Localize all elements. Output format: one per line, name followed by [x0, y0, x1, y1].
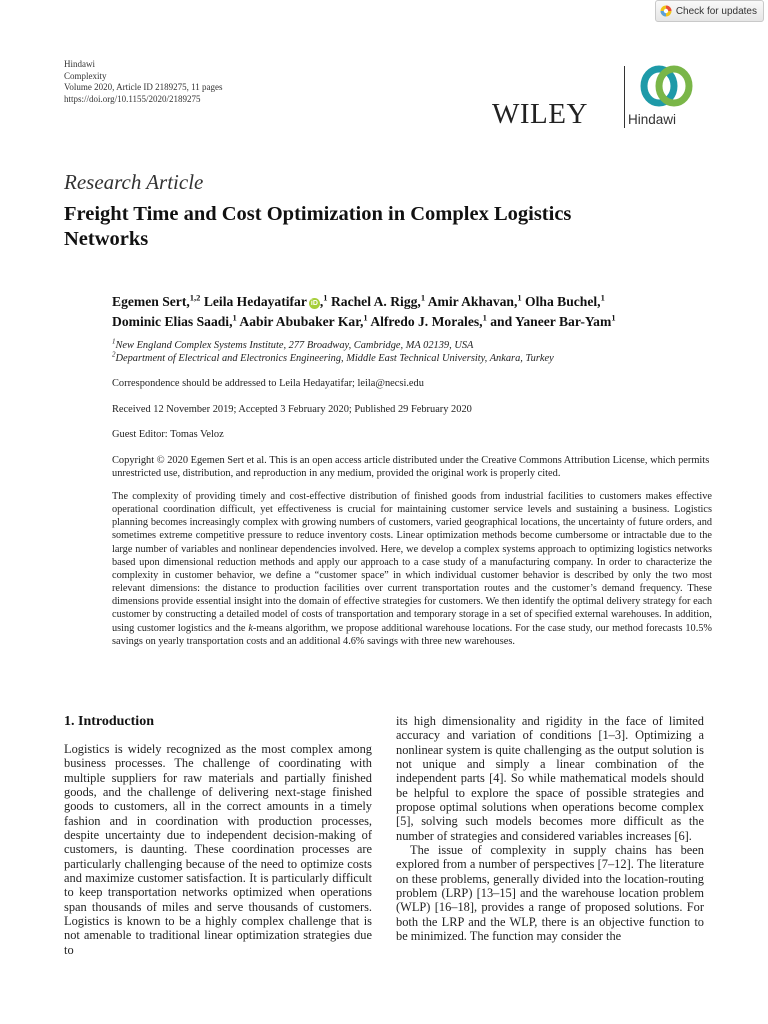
journal-publisher: Hindawi: [64, 59, 95, 69]
check-for-updates-button[interactable]: [655, 0, 764, 22]
wiley-logo: WILEY: [492, 98, 588, 130]
author-name: Dominic Elias Saadi,: [112, 314, 233, 329]
author-list: Egemen Sert,$^{1,2}$ Leila Hedayatifar iD ,$^1$ Rachel A. Rigg,$^1$ Amir Akhavan,$^1$ Olha Buchel,$^1$ Dominic Elias Saadi,$^1$ Aabir Abubaker Kar,$^1$ Alfredo J. Morales,$^1$ and Yaneer Bar-Yam$^1$: [112, 292, 616, 329]
intro-paragraph-1: Logistics is widely recognized as the most complex among business processes. The challenge of coordinating with multiple suppliers for raw materials and partially finished goods, and the challenge of delivering next-stage finished goods to customers, all in the correct amounts in a timely fashion and in coordination with production processes, despite uncertainty due to independent decision-making of customers, is daunting. These coordination processes are particularly challenging because of the need to optimize costs and maximize customer satisfaction. It is particularly difficult to keep transportation networks optimized when operations span thousands of miles and serve thousands of customers. Logistics is known to be a highly complex challenge that is not amenable to traditional linear optimization strategies due to: [64, 742, 372, 957]
author-name: Egemen Sert,: [112, 294, 190, 309]
affiliations: [112, 339, 554, 365]
author-name: Rachel A. Rigg,: [330, 294, 421, 309]
article-dates: Received 12 November 2019; Accepted 3 February 2020; Published 29 February 2020: [112, 404, 472, 415]
author-affiliation-marker: 1: [363, 312, 368, 323]
article-title: Freight Time and Cost Optimization in Complex Logistics Networks: [64, 203, 572, 250]
logo-divider: [624, 66, 625, 128]
author-affiliation-marker: 1: [323, 292, 328, 303]
author-name: Alfredo J. Morales,: [370, 314, 483, 329]
author-name: Amir Akhavan,: [427, 294, 518, 309]
affiliation-2: $^2$Department of Electrical and Electronics Engineering, Middle East Technical University, Ankara, Turkey: [112, 350, 554, 364]
check-for-updates-label: Check for updates: [675, 5, 757, 17]
section-heading-introduction: 1. Introduction: [64, 714, 154, 729]
abstract: The complexity of providing timely and cost-effective distribution of finished goods from industrial facilities to customers makes effective operational coordination difficult, yet effectiveness is crucial for maintaining customer service levels and sustaining a business. Logistics planning becomes increasingly complex with growing numbers of customers, varied geographical locations, the uncertainty of future orders, and sometimes extreme competitive pressure to reduce inventory costs. Linear optimization methods become cumbersome or intractable due to the large number of variables and nonlinear dependencies involved. Here, we develop a complex systems approach to optimizing logistics networks based upon dimensional reduction methods and apply our approach to a case study of a manufacturing company. In order to characterize the complexity in customer behavior, we define a “customer space” in which individual customer behavior is described by only the two most relevant dimensions: the distance to production facilities over current transportation routes and the customer’s demand frequency. These dimensions provide essential insight into the domain of effective strategies for customers. We then identify the optimal delivery strategy for each customer by constructing a detailed model of costs of transportation and temporary storage in a set of specified external warehouses. In addition, using customer logistics and the k-means algorithm, we propose additional warehouse locations. For the case study, our method forecasts 10.5% savings on yearly transportation costs and an additional 4.6% savings with three new warehouses.: [112, 491, 712, 647]
affiliation-1: $^1$New England Complex Systems Institute, 277 Broadway, Cambridge, MA 02139, USA: [112, 337, 474, 351]
copyright-notice: Copyright © 2020 Egemen Sert et al. This is an open access article distributed under the Creative Commons Attribution License, which permits unrestricted use, distribution, and reproduction in any medium, provided the original work is properly cited.: [112, 455, 710, 479]
guest-editor: Guest Editor: Tomas Veloz: [112, 429, 224, 440]
author-affiliation-marker: 1: [600, 292, 605, 303]
author-name: Olha Buchel,: [525, 294, 601, 309]
intro-column-right: [396, 714, 704, 944]
author-affiliation-marker: 1: [420, 292, 426, 303]
hindawi-wordmark: Hindawi: [628, 112, 677, 127]
journal-name: Complexity: [64, 70, 107, 81]
author-affiliation-marker: 1,2: [189, 292, 201, 303]
correspondence: Correspondence should be addressed to Leila Hedayatifar; leila@necsi.edu: [112, 378, 424, 389]
author-affiliation-marker: 1: [482, 312, 487, 323]
intro-paragraph-1-continued: its high dimensionality and rigidity in the face of limited accuracy and variation of conditions [1–3]. Optimizing a nonlinear system is quite challenging as the output solution is not unique and simply a linear combination of the independent parts [4]. So while mathematical models should be helpful to explore the space of possible strategies and propose optimal solutions when operations become complex [5], solving such models becomes more difficult as the number of strategies and considered variables increases [6].: [396, 714, 704, 843]
article-type: Research Article: [64, 170, 204, 194]
author-name: and Yaneer Bar-Yam: [490, 314, 612, 329]
journal-info: [64, 59, 222, 105]
author-name: Aabir Abubaker Kar,: [239, 314, 364, 329]
intro-paragraph-2: The issue of complexity in supply chains has been explored from a number of perspectives [7–12]. The literature on these problems, generally divided into the location-routing problem (LRP) [13–15] and the warehouse location problem (WLP) [16–18], provides a range of proposed solutions. For both the LRP and the WLP, there is an objective function to be minimized. The function may consider the: [396, 843, 704, 944]
author-affiliation-marker: 1: [232, 312, 237, 323]
journal-doi[interactable]: https://doi.org/10.1155/2020/2189275: [64, 93, 201, 104]
author-affiliation-marker: 1: [517, 292, 522, 303]
hindawi-logo-icon: [637, 62, 695, 110]
orcid-icon[interactable]: iD: [310, 300, 318, 307]
author-affiliation-marker: 1: [611, 312, 616, 323]
journal-volume: Volume 2020, Article ID 2189275, 11 pages: [64, 82, 223, 92]
check-updates-icon: [660, 5, 672, 17]
intro-column-left: [64, 742, 372, 957]
author-name: Leila Hedayatifar: [203, 294, 307, 309]
